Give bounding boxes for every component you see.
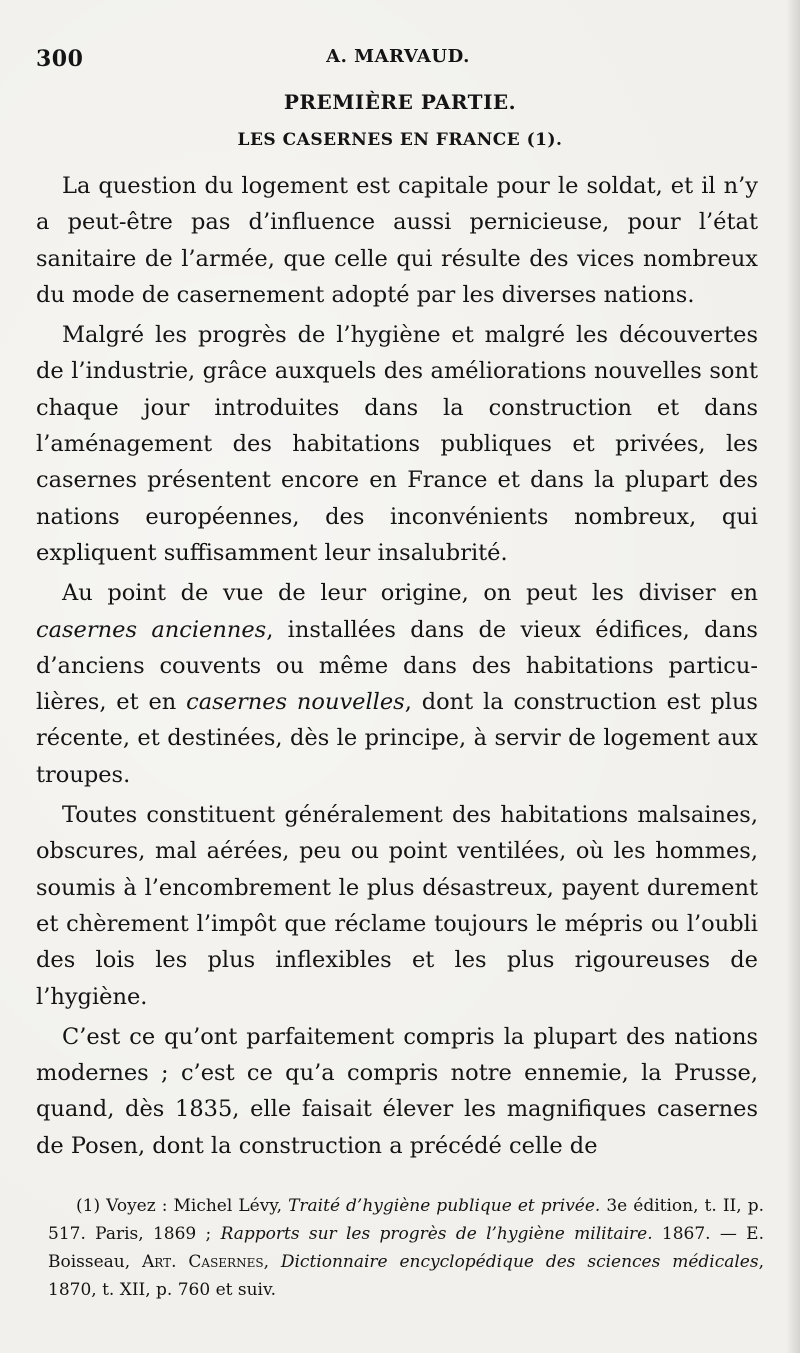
running-header	[36, 42, 760, 76]
text-run: , installées dans de vieux édifices, dans d’anciens couvents ou même dans des habitations particulières, et en	[36, 616, 758, 716]
paragraph: Malgré les progrès de l’hygiène et malgré les découvertes de l’industrie, grâce auxquels des améliorations nouvelles sont chaque jour introduites dans la construction et dans l’aménagement des habitations publiques et privées, les casernes présentent encore en France et dans la plupart des nations européennes, des inconvénients nombreux, qui expliquent suffisamment leur insalubrité.	[36, 322, 758, 566]
body-text	[36, 168, 758, 1164]
text-run: , dont la construction est plus récente, et destinées, dès le principe, à servir de logement aux troupes.	[36, 689, 758, 788]
footnote-text: 1867. — E. Boisseau,	[48, 1224, 764, 1272]
footnote-text: , 1870, t. XII, p. 760 et suiv.	[48, 1252, 764, 1300]
text-run: Au point de vue de leur origine, on peut les diviser en	[62, 580, 758, 607]
page-edge-shadow	[786, 0, 800, 1353]
paragraph: C’est ce qu’ont parfaitement compris la plupart des nations modernes ; c’est ce qu’a compris notre ennemie, la Prusse, quand, dès 1835, elle faisait élever les magnifiques casernes de Posen, dont la construction a précédé celle de	[36, 1023, 758, 1159]
footnote-title: Traité d’hygiène publique et privée.	[288, 1196, 601, 1216]
footnote-text	[269, 1252, 281, 1272]
part-title: PREMIÈRE PARTIE.	[283, 90, 517, 114]
footnote-text: (1) Voyez : Michel Lévy,	[76, 1196, 289, 1216]
footnote-article: Art. Casernes,	[142, 1252, 269, 1272]
footnote-title: Dictionnaire encyclopédique des sciences médicales	[280, 1252, 759, 1272]
footnote-text: 3e édition, t. II, p. 517. Paris, 1869 ;	[48, 1196, 764, 1244]
paragraph	[36, 575, 758, 793]
italic-term: casernes nouvelles	[186, 689, 405, 716]
footnote-title: Rapports sur les progrès de l’hygiène militaire.	[220, 1224, 653, 1244]
paragraph: Toutes constituent généralement des habitations malsaines, obscures, mal aérées, peu ou point ventilées, où les hommes, soumis à l’encombrement le plus désastreux, payent durement et chèrement l’impôt que réclame toujours le mépris ou l’oubli des lois les plus inflexibles et les plus rigoureuses de l’hygiène.	[36, 802, 758, 1010]
footnotes	[48, 1192, 764, 1304]
paragraph: La question du logement est capitale pour le soldat, et il n’y a peut-être pas d’influence aussi pernicieuse, pour l’état sanitaire de l’armée, que celle qui résulte des vices nombreux du mode de casernement adopté par les diverses nations.	[36, 173, 758, 308]
section-title: LES CASERNES EN FRANCE (1).	[237, 130, 563, 150]
italic-term: casernes anciennes	[36, 616, 267, 643]
footnote	[48, 1192, 764, 1304]
page-number: 300	[36, 46, 84, 72]
running-title: A. MARVAUD.	[326, 46, 470, 67]
